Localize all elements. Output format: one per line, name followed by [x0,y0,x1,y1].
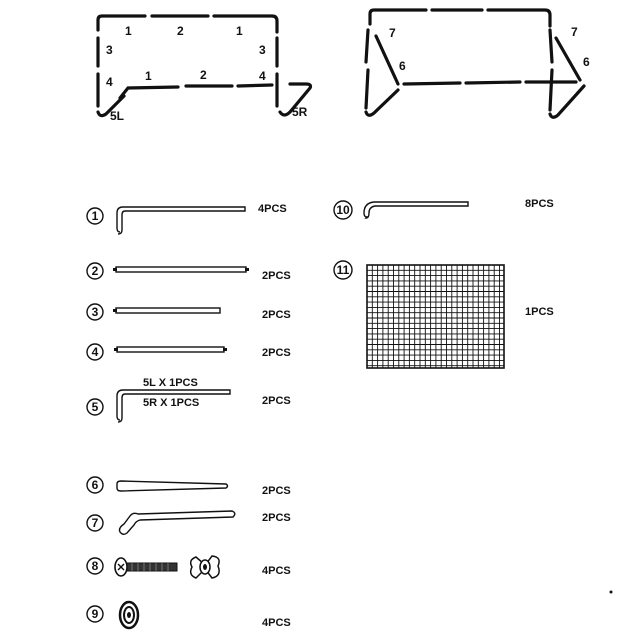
label-1: 1 [236,24,243,38]
part-number: 9 [91,607,99,621]
part-number: 6 [91,478,99,492]
label-5l: 5L [110,109,125,123]
part-quantity: 1PCS [525,306,554,318]
wing-nut-icon [191,556,219,578]
frame-tube-side-a [366,70,368,108]
straight-tube-4 [117,347,224,352]
label-1: 1 [145,69,152,83]
frame-tube-7b [550,30,552,62]
frame-tube-base-a [404,83,460,84]
part-3 [87,304,291,321]
part-quantity: 2PCS [262,485,291,497]
speck [610,591,613,594]
frame-tube-corner-b [550,86,584,117]
part-5 [87,377,291,422]
part-quantity: 4PCS [262,565,291,577]
part-number: 11 [336,263,350,277]
tube-end [223,348,227,351]
part-1 [87,203,287,234]
frame-tube-1a [98,16,145,30]
part-number: 5 [91,400,99,414]
frame-tube-6b [556,38,580,80]
part-11 [334,261,554,368]
label-5r: 5R [292,105,308,119]
frame-tube-side-b [550,70,552,110]
frame-tube-4c [238,85,272,86]
frame-tube-corner-a [366,90,398,115]
net-icon [367,265,504,368]
part-quantity: 2PCS [262,347,291,359]
tube-end [245,268,249,271]
label-7: 7 [571,25,578,39]
label-2: 2 [200,68,207,82]
part-number: 4 [91,345,99,359]
frame-tube-6a [376,36,398,84]
washer-icon [120,602,138,628]
frame-tube-1c [120,87,178,98]
part-quantity: 4PCS [262,617,291,629]
label-6: 6 [399,59,406,73]
frame-tube-1b [214,16,277,32]
bolt-icon [115,558,177,576]
part-number: 10 [336,203,350,217]
ground-stake [364,202,468,218]
part-9 [87,602,291,629]
part-10 [334,198,554,219]
part-number: 8 [91,559,99,573]
part-quantity: 2PCS [262,395,291,407]
straight-tube-3 [116,308,220,313]
label-3: 3 [106,43,113,57]
label-3: 3 [259,43,266,57]
frame-tube-base-b [466,82,520,83]
assembly-perspective-labels [389,25,590,73]
part-quantity: 8PCS [525,198,554,210]
part-number: 7 [91,516,99,530]
part-quantity: 2PCS [262,512,291,524]
label-2: 2 [177,24,184,38]
label-4: 4 [106,75,113,89]
label-1: 1 [125,24,132,38]
bent-tube-7 [120,511,235,534]
part-2 [87,263,291,282]
frame-tube-7a [366,30,368,62]
label-7: 7 [389,26,396,40]
part-quantity: 2PCS [262,309,291,321]
part-note-5r: 5R X 1PCS [143,397,200,409]
part-8 [87,556,291,578]
bent-tube-1 [117,207,245,234]
tube-end [113,309,117,312]
tube-end [114,348,118,351]
tube-end [113,268,117,271]
part-number: 2 [91,264,99,278]
straight-tube-2 [116,267,246,272]
part-quantity: 2PCS [262,270,291,282]
tapered-tube-6 [117,481,228,491]
part-note-5l: 5L X 1PCS [143,377,198,389]
label-4: 4 [259,69,266,83]
label-6: 6 [583,55,590,69]
part-4 [87,344,291,360]
frame-tube-top-c [488,10,550,26]
part-quantity: 4PCS [258,203,287,215]
frame-tube-top-a [370,10,426,24]
part-number: 3 [91,305,99,319]
part-number: 1 [91,209,99,223]
part-7 [87,511,291,534]
part-6 [87,477,291,497]
